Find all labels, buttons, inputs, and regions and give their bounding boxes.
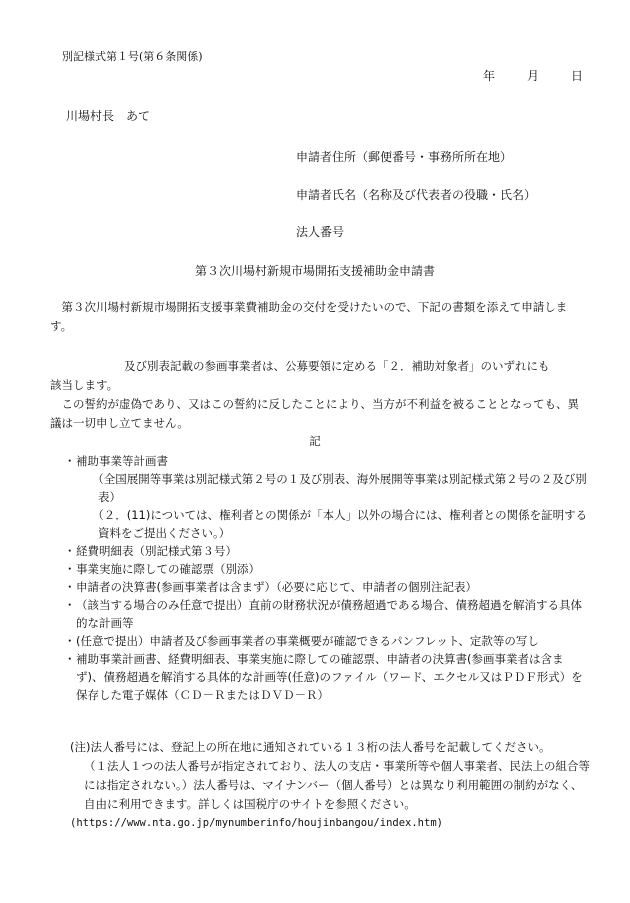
applicant-address-label: 申請者住所（郵便番号・事務所所在地） [296, 150, 513, 164]
notes-section [70, 738, 590, 833]
item-expenses: 経費明細表（別記様式第３号） [76, 544, 237, 558]
list-item [64, 542, 589, 560]
date-day-label: 日 [570, 69, 583, 83]
corporate-number-label: 法人番号 [296, 225, 345, 239]
nta-url-link[interactable]: (https://www.nta.go.jp/mynumberinfo/houjinbangou/index.htm) [70, 817, 443, 829]
bullet-mark: ・ [64, 580, 76, 594]
form-number: 別記様式第１号(第６条関係) [62, 50, 203, 63]
document-title: 第３次川場村新規市場開拓支援補助金申請書 [194, 264, 435, 278]
eligibility-line-end: 該当します。 [50, 378, 119, 392]
list-item [64, 560, 589, 578]
bullet-mark: ・ [64, 562, 76, 576]
eligibility-statement [50, 357, 585, 433]
list-item [64, 578, 589, 596]
note-continuation: （１法人１つの法人番号が指定されており、法人の支店・事業所等や個人事業者、民法上の組合等には指定されない。）法人番号は、マイナンバー（個人番号）とは異なり利用範囲の制約がなく、自由に利用できます。詳しくは国税庁のサイトを参照ください。 [84, 759, 590, 811]
item-plan-note-1: （全国展開等事業は別記様式第２号の１及び別表、海外展開等事業は別記様式第２号の２及び別表） [92, 472, 587, 504]
attachment-list [64, 452, 589, 704]
list-item [64, 596, 589, 632]
applicant-name-label: 申請者氏名（名称及び代表者の役職・氏名） [296, 188, 537, 202]
item-financial: 申請者の決算書(参画事業者は含まず）（必要に応じて、申請者の個別注記表） [76, 580, 478, 594]
item-debt-plan: （該当する場合のみ任意で提出）直前の財務状況が債務超過である場合、債務超過を解消する具体的な計画等 [76, 598, 582, 630]
intro-paragraph: 第３次川場村新規市場開拓支援事業費補助金の交付を受けたいので、下記の書類を添えて申請します。 [50, 300, 568, 333]
list-item [64, 632, 589, 650]
list-item [64, 452, 589, 542]
item-media: 補助事業計画書、経費明細表、事業実施に際しての確認票、申請者の決算書(参画事業者は含まず)、債務超過を解消する具体的な計画等(任意)のファイル（ワード、エクセル又はＰＤＦ形式）を保存した電子媒体（ＣＤ－ＲまたはＤＶＤ－Ｒ） [76, 652, 583, 702]
eligibility-line: 及び別表記載の参画事業者は、公募要領に定める「２．補助対象者」のいずれにも [124, 359, 550, 373]
bullet-mark: ・ [64, 544, 76, 558]
item-confirmation: 事業実施に際しての確認票（別添） [76, 562, 260, 576]
ki-label: 記 [309, 434, 321, 448]
date-year-label: 年 [483, 69, 496, 83]
item-plan-note-2: （２．(11)については、権利者との関係が「本人」以外の場合には、権利者との関係を証明する資料をご提出ください。） [92, 508, 588, 540]
bullet-mark: ・ [64, 598, 76, 612]
oath-paragraph: この誓約が虚偽であり、又はこの誓約に反したことにより、当方が不利益を被ることとなっても、異議は一切申し立てません。 [50, 397, 579, 430]
note-main: (注)法人番号には、登記上の所在地に通知されている１３桁の法人番号を記載してください。 [70, 740, 551, 754]
date-month-label: 月 [526, 69, 539, 83]
date-field [483, 68, 583, 85]
bullet-mark: ・ [64, 652, 76, 666]
bullet-mark: ・ [64, 454, 76, 468]
item-plan: 補助事業等計画書 [76, 454, 168, 468]
bullet-mark: ・ [64, 634, 76, 648]
item-pamphlet: (任意で提出）申請者及び参画事業者の事業概要が確認できるパンフレット、定款等の写し [76, 634, 539, 648]
addressee: 川場村長 あて [66, 109, 151, 123]
list-item [64, 650, 589, 704]
